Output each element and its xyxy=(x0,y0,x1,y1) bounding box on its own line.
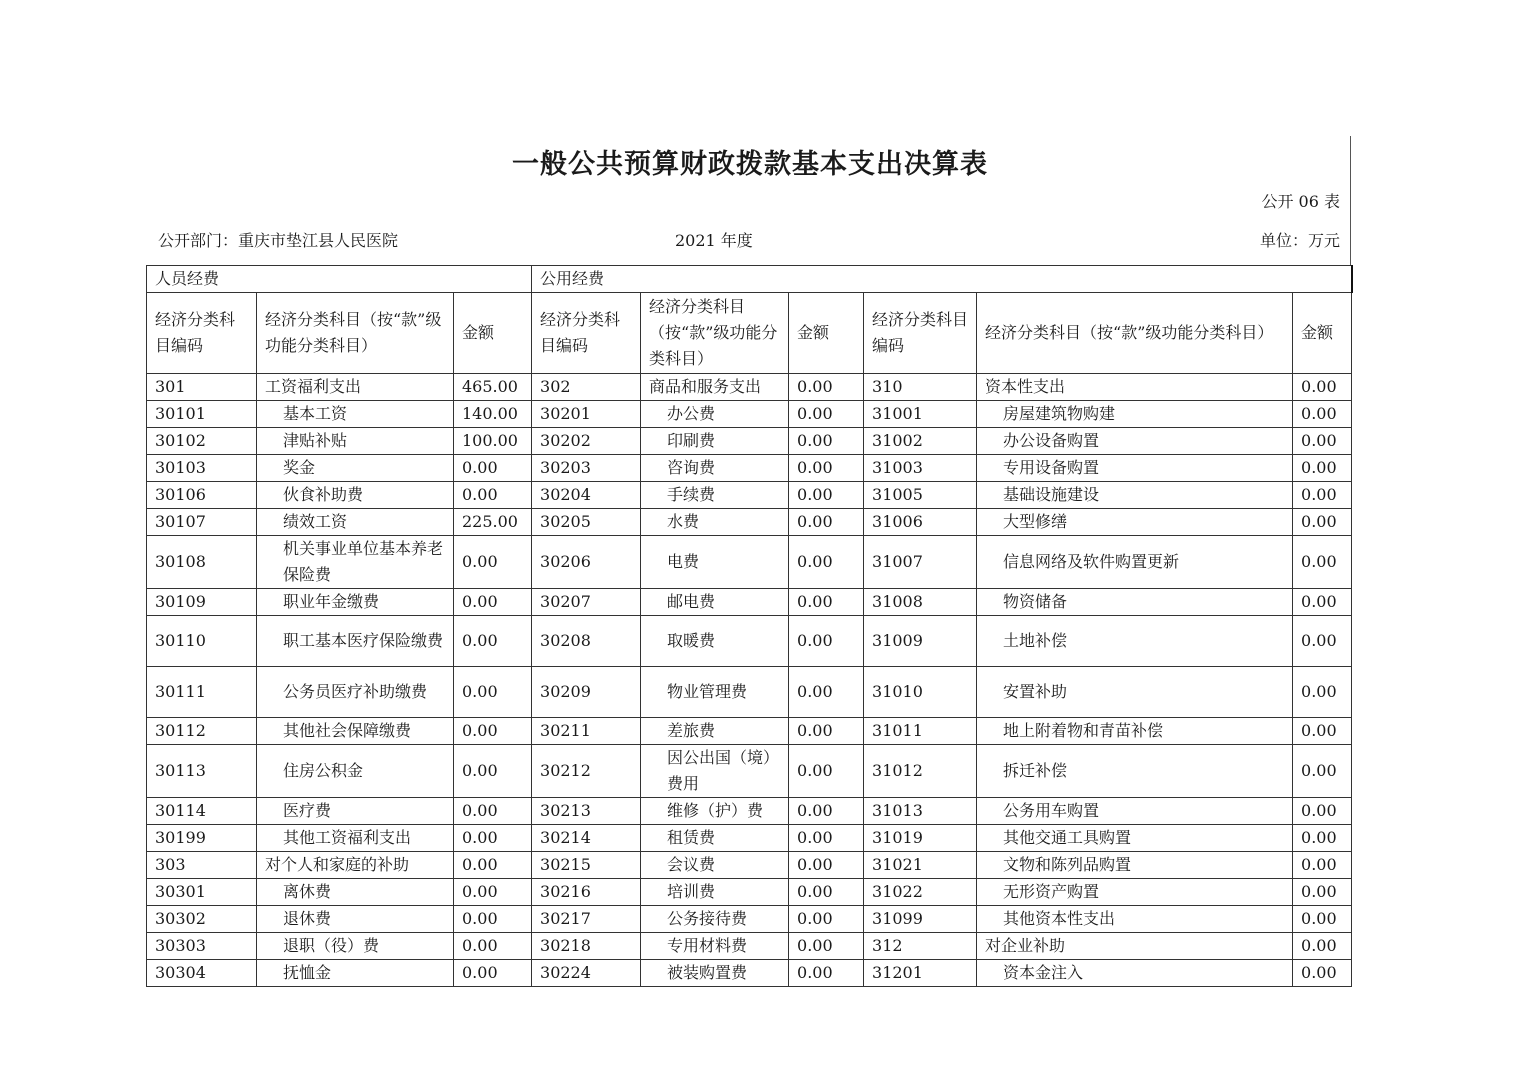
table-row xyxy=(147,745,1352,798)
cell-personnel-code: 303 xyxy=(147,852,257,879)
table-row xyxy=(147,455,1352,482)
cell-capital-code: 31099 xyxy=(864,906,977,933)
cell-capital-code: 312 xyxy=(864,933,977,960)
cell-goods-amount: 0.00 xyxy=(789,906,864,933)
cell-capital-name: 土地补偿 xyxy=(977,616,1293,667)
cell-personnel-name: 职业年金缴费 xyxy=(257,589,454,616)
cell-capital-amount: 0.00 xyxy=(1293,428,1352,455)
cell-personnel-name: 住房公积金 xyxy=(257,745,454,798)
cell-goods-name: 取暖费 xyxy=(641,616,789,667)
cell-personnel-amount: 0.00 xyxy=(454,798,532,825)
table-row xyxy=(147,879,1352,906)
cell-goods-name: 因公出国（境）费用 xyxy=(641,745,789,798)
cell-goods-amount: 0.00 xyxy=(789,879,864,906)
cell-capital-name: 基础设施建设 xyxy=(977,482,1293,509)
cell-goods-amount: 0.00 xyxy=(789,616,864,667)
cell-capital-name: 文物和陈列品购置 xyxy=(977,852,1293,879)
table-row xyxy=(147,616,1352,667)
cell-personnel-code: 30304 xyxy=(147,960,257,987)
header-goods-code: 经济分类科目编码 xyxy=(532,293,641,374)
cell-capital-amount: 0.00 xyxy=(1293,825,1352,852)
cell-personnel-amount: 0.00 xyxy=(454,536,532,589)
table-row xyxy=(147,536,1352,589)
cell-goods-code: 30204 xyxy=(532,482,641,509)
cell-capital-name: 无形资产购置 xyxy=(977,879,1293,906)
cell-personnel-name: 其他工资福利支出 xyxy=(257,825,454,852)
cell-personnel-code: 30113 xyxy=(147,745,257,798)
cell-capital-code: 31007 xyxy=(864,536,977,589)
cell-personnel-code: 30301 xyxy=(147,879,257,906)
cell-goods-code: 30202 xyxy=(532,428,641,455)
cell-capital-amount: 0.00 xyxy=(1293,933,1352,960)
cell-goods-name: 租赁费 xyxy=(641,825,789,852)
cell-capital-code: 31003 xyxy=(864,455,977,482)
cell-capital-name: 大型修缮 xyxy=(977,509,1293,536)
cell-goods-name: 邮电费 xyxy=(641,589,789,616)
header-personnel-amount: 金额 xyxy=(454,293,532,374)
cell-personnel-name: 机关事业单位基本养老保险费 xyxy=(257,536,454,589)
section-personnel: 人员经费 xyxy=(147,266,532,293)
cell-capital-amount: 0.00 xyxy=(1293,455,1352,482)
table-row xyxy=(147,825,1352,852)
cell-goods-code: 30211 xyxy=(532,718,641,745)
cell-personnel-amount: 0.00 xyxy=(454,852,532,879)
cell-personnel-amount: 0.00 xyxy=(454,589,532,616)
department-label: 公开部门：重庆市垫江县人民医院 xyxy=(158,231,399,250)
cell-personnel-name: 离休费 xyxy=(257,879,454,906)
cell-capital-code: 31012 xyxy=(864,745,977,798)
cell-personnel-code: 30101 xyxy=(147,401,257,428)
cell-capital-amount: 0.00 xyxy=(1293,745,1352,798)
cell-goods-name: 办公费 xyxy=(641,401,789,428)
cell-personnel-name: 津贴补贴 xyxy=(257,428,454,455)
cell-goods-name: 维修（护）费 xyxy=(641,798,789,825)
cell-goods-amount: 0.00 xyxy=(789,667,864,718)
cell-personnel-name: 工资福利支出 xyxy=(257,374,454,401)
cell-goods-name: 电费 xyxy=(641,536,789,589)
cell-capital-amount: 0.00 xyxy=(1293,509,1352,536)
fiscal-year: 2021 年度 xyxy=(675,231,753,250)
cell-capital-amount: 0.00 xyxy=(1293,667,1352,718)
cell-capital-code: 31022 xyxy=(864,879,977,906)
cell-capital-amount: 0.00 xyxy=(1293,374,1352,401)
table-row xyxy=(147,960,1352,987)
cell-capital-name: 办公设备购置 xyxy=(977,428,1293,455)
cell-personnel-code: 30114 xyxy=(147,798,257,825)
cell-capital-code: 31001 xyxy=(864,401,977,428)
cell-goods-code: 30216 xyxy=(532,879,641,906)
table-row xyxy=(147,667,1352,718)
cell-goods-amount: 0.00 xyxy=(789,745,864,798)
cell-personnel-code: 30303 xyxy=(147,933,257,960)
header-goods-name: 经济分类科目（按“款”级功能分类科目） xyxy=(641,293,789,374)
cell-capital-amount: 0.00 xyxy=(1293,589,1352,616)
cell-personnel-code: 30111 xyxy=(147,667,257,718)
cell-goods-code: 30205 xyxy=(532,509,641,536)
cell-goods-amount: 0.00 xyxy=(789,852,864,879)
cell-capital-code: 31010 xyxy=(864,667,977,718)
table-row xyxy=(147,906,1352,933)
cell-capital-name: 物资储备 xyxy=(977,589,1293,616)
cell-capital-amount: 0.00 xyxy=(1293,482,1352,509)
cell-goods-code: 30207 xyxy=(532,589,641,616)
cell-goods-amount: 0.00 xyxy=(789,825,864,852)
cell-capital-amount: 0.00 xyxy=(1293,906,1352,933)
cell-capital-name: 其他资本性支出 xyxy=(977,906,1293,933)
cell-personnel-name: 职工基本医疗保险缴费 xyxy=(257,616,454,667)
cell-personnel-code: 30108 xyxy=(147,536,257,589)
expenditure-table xyxy=(146,265,1353,987)
cell-personnel-amount: 0.00 xyxy=(454,960,532,987)
cell-personnel-name: 抚恤金 xyxy=(257,960,454,987)
table-row xyxy=(147,509,1352,536)
header-goods-amount: 金额 xyxy=(789,293,864,374)
table-row xyxy=(147,852,1352,879)
cell-goods-code: 30224 xyxy=(532,960,641,987)
cell-capital-name: 安置补助 xyxy=(977,667,1293,718)
cell-goods-amount: 0.00 xyxy=(789,933,864,960)
cell-capital-amount: 0.00 xyxy=(1293,718,1352,745)
cell-personnel-name: 奖金 xyxy=(257,455,454,482)
cell-personnel-amount: 0.00 xyxy=(454,718,532,745)
table-row xyxy=(147,933,1352,960)
cell-capital-code: 31008 xyxy=(864,589,977,616)
cell-goods-amount: 0.00 xyxy=(789,718,864,745)
cell-capital-name: 专用设备购置 xyxy=(977,455,1293,482)
cell-capital-name: 拆迁补偿 xyxy=(977,745,1293,798)
table-row xyxy=(147,482,1352,509)
cell-capital-code: 31005 xyxy=(864,482,977,509)
cell-capital-code: 31019 xyxy=(864,825,977,852)
cell-personnel-name: 绩效工资 xyxy=(257,509,454,536)
cell-goods-name: 培训费 xyxy=(641,879,789,906)
cell-personnel-amount: 225.00 xyxy=(454,509,532,536)
cell-personnel-name: 退职（役）费 xyxy=(257,933,454,960)
cell-personnel-name: 基本工资 xyxy=(257,401,454,428)
cell-goods-code: 302 xyxy=(532,374,641,401)
cell-capital-code: 31002 xyxy=(864,428,977,455)
table-row xyxy=(147,589,1352,616)
table-row xyxy=(147,428,1352,455)
cell-goods-code: 30203 xyxy=(532,455,641,482)
cell-personnel-amount: 0.00 xyxy=(454,906,532,933)
cell-goods-amount: 0.00 xyxy=(789,960,864,987)
unit-label: 单位：万元 xyxy=(1259,231,1340,250)
cell-personnel-name: 医疗费 xyxy=(257,798,454,825)
cell-personnel-amount: 0.00 xyxy=(454,825,532,852)
cell-goods-amount: 0.00 xyxy=(789,536,864,589)
header-personnel-name: 经济分类科目（按“款”级功能分类科目） xyxy=(257,293,454,374)
cell-goods-amount: 0.00 xyxy=(789,509,864,536)
cell-personnel-code: 30107 xyxy=(147,509,257,536)
cell-capital-amount: 0.00 xyxy=(1293,536,1352,589)
header-capital-name: 经济分类科目（按“款”级功能分类科目） xyxy=(977,293,1293,374)
cell-goods-code: 30209 xyxy=(532,667,641,718)
cell-goods-name: 会议费 xyxy=(641,852,789,879)
column-header-row xyxy=(147,293,1352,374)
table-row xyxy=(147,718,1352,745)
cell-goods-name: 物业管理费 xyxy=(641,667,789,718)
cell-goods-amount: 0.00 xyxy=(789,428,864,455)
page-title: 一般公共预算财政拨款基本支出决算表 xyxy=(512,149,988,180)
cell-personnel-code: 30106 xyxy=(147,482,257,509)
cell-capital-code: 310 xyxy=(864,374,977,401)
cell-personnel-code: 30102 xyxy=(147,428,257,455)
section-public: 公用经费 xyxy=(532,266,1352,293)
cell-personnel-amount: 0.00 xyxy=(454,933,532,960)
cell-personnel-code: 301 xyxy=(147,374,257,401)
cell-personnel-name: 退休费 xyxy=(257,906,454,933)
cell-personnel-amount: 0.00 xyxy=(454,616,532,667)
cell-personnel-amount: 100.00 xyxy=(454,428,532,455)
header-personnel-code: 经济分类科目编码 xyxy=(147,293,257,374)
cell-goods-name: 差旅费 xyxy=(641,718,789,745)
header-capital-code: 经济分类科目编码 xyxy=(864,293,977,374)
cell-capital-code: 31011 xyxy=(864,718,977,745)
cell-goods-name: 印刷费 xyxy=(641,428,789,455)
cell-capital-amount: 0.00 xyxy=(1293,879,1352,906)
cell-personnel-amount: 0.00 xyxy=(454,745,532,798)
table-row xyxy=(147,798,1352,825)
section-header-row xyxy=(147,266,1352,293)
cell-capital-amount: 0.00 xyxy=(1293,616,1352,667)
cell-personnel-amount: 0.00 xyxy=(454,482,532,509)
cell-capital-code: 31006 xyxy=(864,509,977,536)
cell-personnel-name: 对个人和家庭的补助 xyxy=(257,852,454,879)
cell-goods-amount: 0.00 xyxy=(789,798,864,825)
table-row xyxy=(147,401,1352,428)
cell-goods-name: 商品和服务支出 xyxy=(641,374,789,401)
cell-goods-name: 水费 xyxy=(641,509,789,536)
cell-capital-name: 房屋建筑物购建 xyxy=(977,401,1293,428)
cell-capital-name: 信息网络及软件购置更新 xyxy=(977,536,1293,589)
cell-capital-name: 资本金注入 xyxy=(977,960,1293,987)
table-row xyxy=(147,374,1352,401)
cell-capital-name: 对企业补助 xyxy=(977,933,1293,960)
cell-goods-name: 公务接待费 xyxy=(641,906,789,933)
cell-goods-amount: 0.00 xyxy=(789,401,864,428)
cell-personnel-code: 30199 xyxy=(147,825,257,852)
cell-personnel-code: 30112 xyxy=(147,718,257,745)
cell-goods-name: 被装购置费 xyxy=(641,960,789,987)
cell-goods-code: 30214 xyxy=(532,825,641,852)
cell-goods-code: 30208 xyxy=(532,616,641,667)
cell-personnel-code: 30103 xyxy=(147,455,257,482)
cell-goods-code: 30215 xyxy=(532,852,641,879)
cell-personnel-amount: 0.00 xyxy=(454,879,532,906)
cell-personnel-name: 伙食补助费 xyxy=(257,482,454,509)
cell-capital-code: 31021 xyxy=(864,852,977,879)
cell-capital-amount: 0.00 xyxy=(1293,401,1352,428)
cell-goods-code: 30217 xyxy=(532,906,641,933)
cell-goods-name: 手续费 xyxy=(641,482,789,509)
header-capital-amount: 金额 xyxy=(1293,293,1352,374)
cell-goods-name: 专用材料费 xyxy=(641,933,789,960)
cell-personnel-code: 30110 xyxy=(147,616,257,667)
cell-capital-code: 31013 xyxy=(864,798,977,825)
cell-goods-amount: 0.00 xyxy=(789,589,864,616)
cell-goods-code: 30206 xyxy=(532,536,641,589)
cell-goods-amount: 0.00 xyxy=(789,374,864,401)
cell-capital-amount: 0.00 xyxy=(1293,852,1352,879)
cell-personnel-name: 公务员医疗补助缴费 xyxy=(257,667,454,718)
cell-personnel-amount: 0.00 xyxy=(454,667,532,718)
cell-goods-code: 30212 xyxy=(532,745,641,798)
cell-capital-code: 31201 xyxy=(864,960,977,987)
cell-goods-code: 30213 xyxy=(532,798,641,825)
cell-capital-name: 地上附着物和青苗补偿 xyxy=(977,718,1293,745)
cell-capital-code: 31009 xyxy=(864,616,977,667)
cell-capital-amount: 0.00 xyxy=(1293,798,1352,825)
cell-goods-code: 30218 xyxy=(532,933,641,960)
cell-personnel-amount: 465.00 xyxy=(454,374,532,401)
cell-capital-name: 公务用车购置 xyxy=(977,798,1293,825)
form-number: 公开 06 表 xyxy=(1261,192,1340,211)
cell-personnel-amount: 0.00 xyxy=(454,455,532,482)
cell-goods-amount: 0.00 xyxy=(789,455,864,482)
cell-personnel-code: 30302 xyxy=(147,906,257,933)
cell-personnel-amount: 140.00 xyxy=(454,401,532,428)
cell-capital-name: 其他交通工具购置 xyxy=(977,825,1293,852)
cell-capital-name: 资本性支出 xyxy=(977,374,1293,401)
cell-goods-name: 咨询费 xyxy=(641,455,789,482)
cell-personnel-name: 其他社会保障缴费 xyxy=(257,718,454,745)
cell-personnel-code: 30109 xyxy=(147,589,257,616)
cell-goods-code: 30201 xyxy=(532,401,641,428)
cell-capital-amount: 0.00 xyxy=(1293,960,1352,987)
cell-goods-amount: 0.00 xyxy=(789,482,864,509)
